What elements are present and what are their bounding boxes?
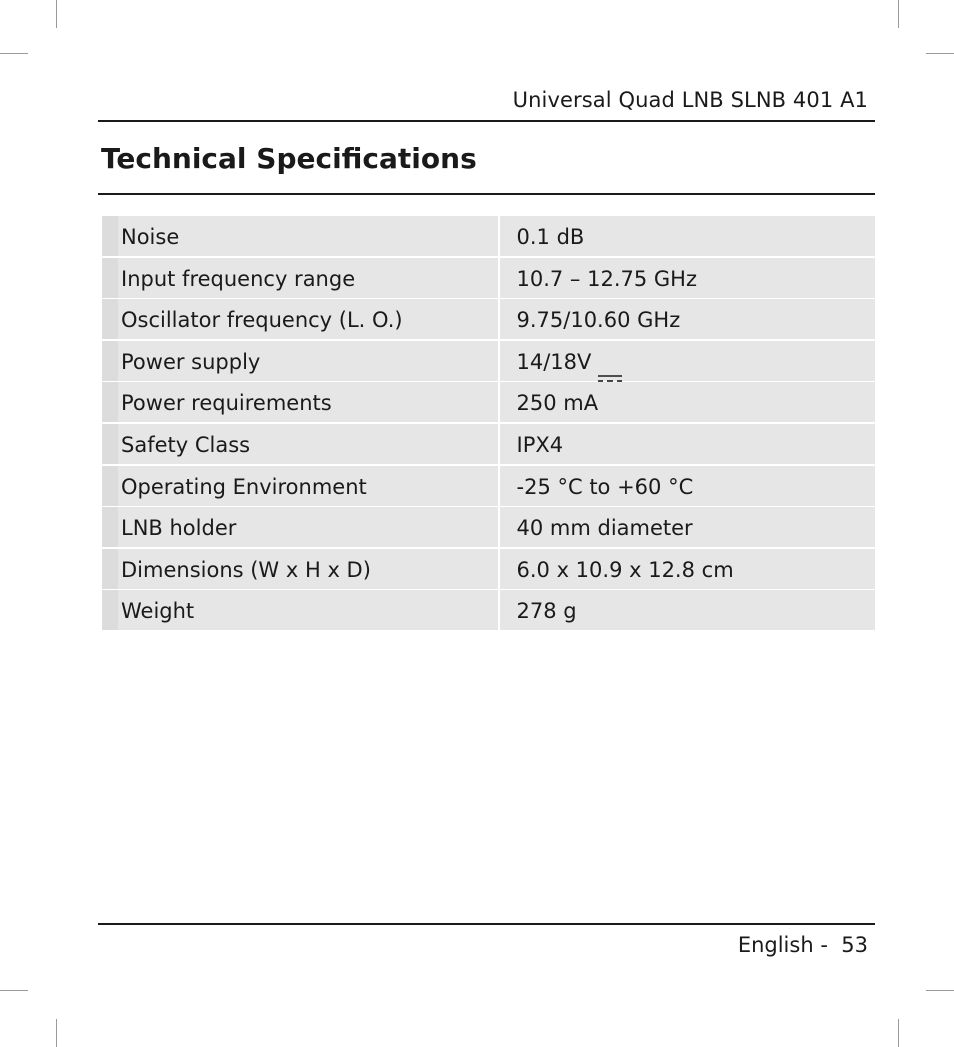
spec-label: Safety Class: [118, 424, 498, 464]
table-row: [102, 258, 875, 298]
spec-value: 278 g: [500, 590, 876, 630]
section-rule: [98, 193, 875, 195]
table-row: [102, 424, 875, 464]
row-gutter: [102, 424, 118, 464]
product-title: Universal Quad LNB SLNB 401 A1: [512, 88, 868, 112]
table-row: [102, 590, 875, 630]
section-title: Technical Specifications: [101, 142, 477, 175]
table-row: [102, 549, 875, 589]
crop-mark-top-left-horizontal: [0, 53, 28, 54]
spec-value: 14/18V: [516, 349, 592, 374]
row-gutter: [102, 216, 118, 256]
crop-mark-top-right-vertical: [898, 0, 899, 28]
spec-value: 9.75/10.60 GHz: [500, 299, 876, 339]
table-row: [102, 341, 875, 381]
table-row: [102, 507, 875, 547]
crop-mark-top-right-horizontal: [926, 53, 954, 54]
row-gutter: [102, 299, 118, 339]
spec-value: IPX4: [500, 424, 876, 464]
spec-label: Operating Environment: [118, 466, 498, 506]
row-gutter: [102, 549, 118, 589]
header-rule: [98, 120, 875, 122]
spec-label: Noise: [118, 216, 498, 256]
row-gutter: [102, 507, 118, 547]
footer-rule: [98, 923, 875, 925]
table-row: [102, 466, 875, 506]
footer-separator: -: [820, 933, 828, 957]
dc-current-icon: [597, 356, 623, 366]
spec-label: Dimensions (W x H x D): [118, 549, 498, 589]
spec-value: 40 mm diameter: [500, 507, 876, 547]
spec-label: Weight: [118, 590, 498, 630]
row-gutter: [102, 590, 118, 630]
spec-label: Oscillator frequency (L. O.): [118, 299, 498, 339]
crop-mark-top-left-vertical: [56, 0, 57, 28]
spec-value: 0.1 dB: [500, 216, 876, 256]
crop-mark-bottom-right-horizontal: [926, 990, 954, 991]
table-row: [102, 382, 875, 422]
table-row: [102, 299, 875, 339]
spec-value: -25 °C to +60 °C: [500, 466, 876, 506]
row-gutter: [102, 382, 118, 422]
spec-value: 250 mA: [500, 382, 876, 422]
row-gutter: [102, 341, 118, 381]
spec-label: Power supply: [118, 341, 498, 381]
crop-mark-bottom-left-vertical: [56, 1019, 57, 1047]
footer-language: English: [737, 933, 814, 957]
row-gutter: [102, 258, 118, 298]
spec-label: Input frequency range: [118, 258, 498, 298]
spec-value: 6.0 x 10.9 x 12.8 cm: [500, 549, 876, 589]
crop-mark-bottom-right-vertical: [898, 1019, 899, 1047]
page-footer: [738, 933, 868, 957]
row-gutter: [102, 466, 118, 506]
crop-mark-bottom-left-horizontal: [0, 990, 28, 991]
spec-label: LNB holder: [118, 507, 498, 547]
page-number: 53: [841, 933, 868, 957]
spec-label: Power requirements: [118, 382, 498, 422]
spec-value-cell: [500, 341, 876, 381]
table-row: [102, 216, 875, 256]
spec-value: 10.7 – 12.75 GHz: [500, 258, 876, 298]
spec-table: [102, 216, 875, 632]
